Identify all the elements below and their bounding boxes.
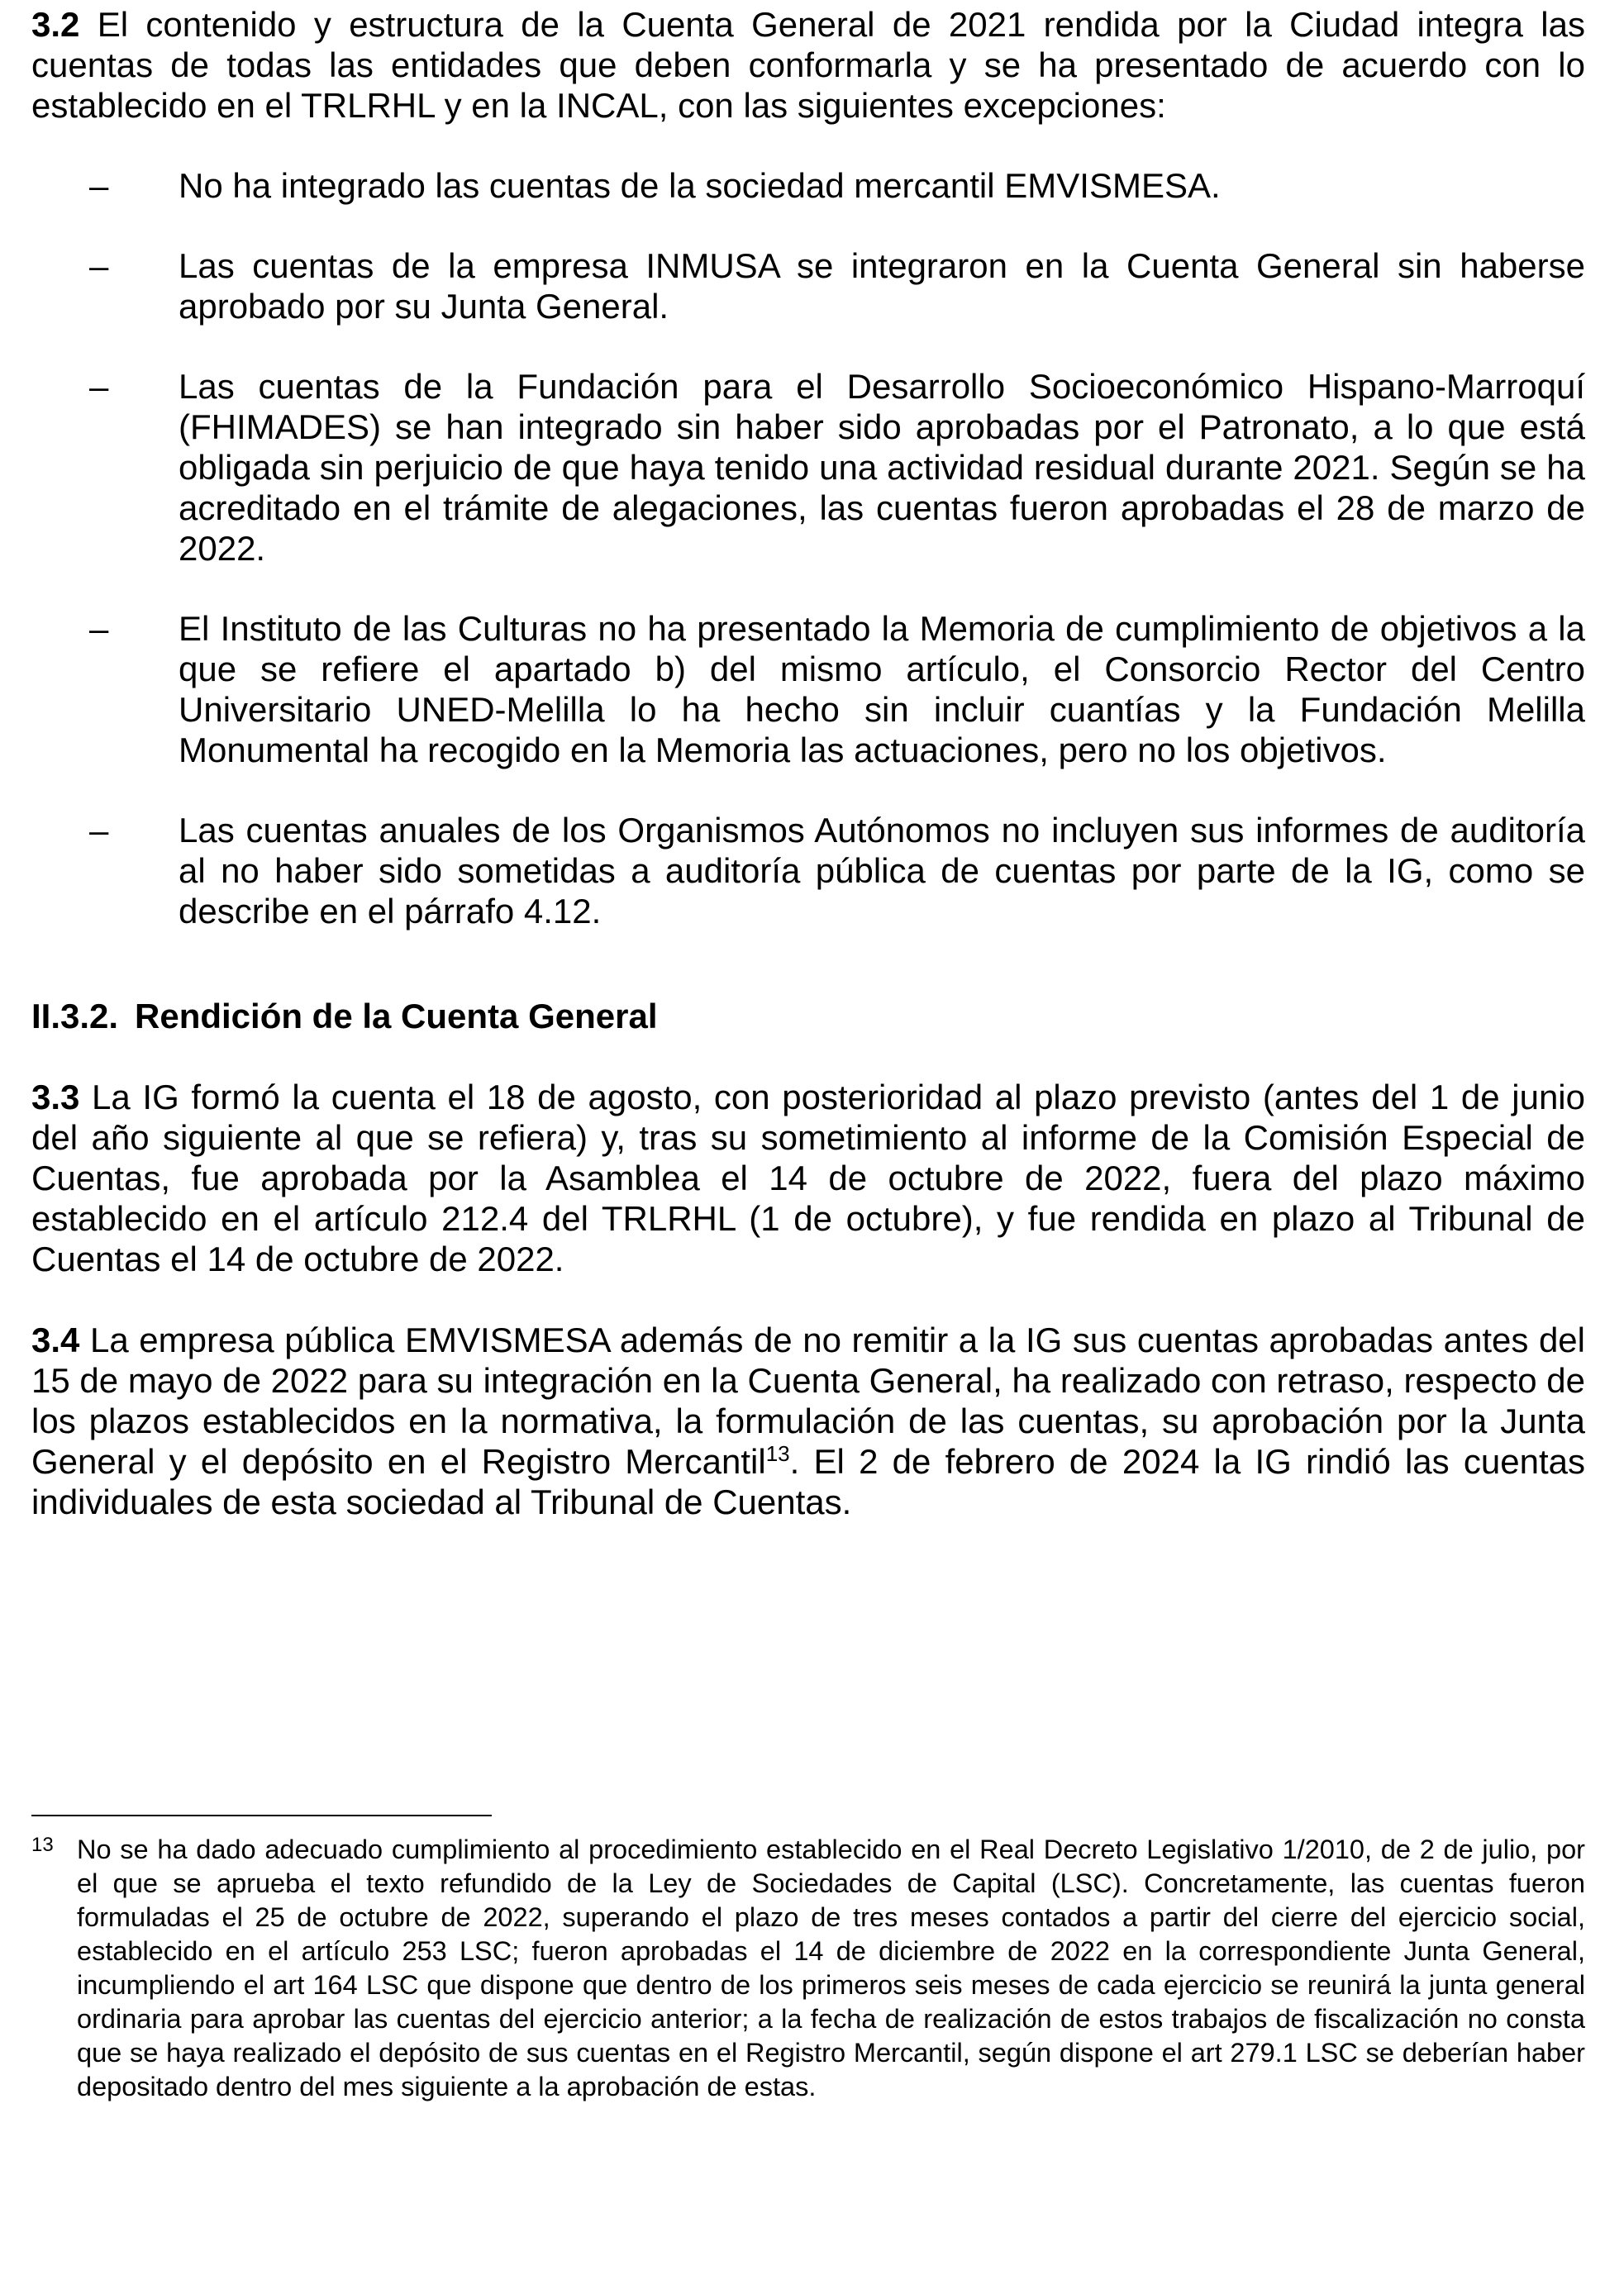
list-item [89, 245, 1585, 326]
dash-bullet: – [89, 367, 109, 406]
list-item [89, 608, 1585, 770]
list-item [89, 810, 1585, 931]
dash-bullet: – [89, 609, 109, 648]
list-item [89, 165, 1585, 206]
list-item-text: Las cuentas anuales de los Organismos Autónomos no incluyen sus informes de auditoría al no haber sido sometidas a auditoría pública de cuentas por parte de la IG, como se describe en el párrafo 4.12. [179, 811, 1585, 930]
footnote [31, 1833, 1585, 2104]
list-item [89, 366, 1585, 569]
paragraph-text: La empresa pública EMVISMESA además de no remitir a la IG sus cuentas aprobadas antes del 15 de mayo de 2022 para su integración en la Cuenta General, ha realizado con retraso, respecto de los plazos establecidos en la normativa, la formulación de las cuentas, su aprobación por la Junta General y el depósito en el Registro Mercantil [31, 1321, 1585, 1481]
list-item-text: Las cuentas de la empresa INMUSA se integraron en la Cuenta General sin haberse aprobado por su Junta General. [179, 246, 1585, 326]
list-item-text: Las cuentas de la Fundación para el Desarrollo Socioeconómico Hispano-Marroquí (FHIMADES) se han integrado sin haber sido aprobadas por el Patronato, a lo que está obligada sin perjuicio de que haya tenido una actividad residual durante 2021. Según se ha acreditado en el trámite de alegaciones, las cuentas fueron aprobadas el 28 de marzo de 2022. [179, 367, 1585, 568]
dash-bullet: – [89, 246, 109, 285]
dash-bullet: – [89, 811, 109, 850]
paragraph-text: El contenido y estructura de la Cuenta General de 2021 rendida por la Ciudad integra las cuentas de todas las entidades que deben conformarla y se ha presentado de acuerdo con lo establecido en el TRLRHL y en la INCAL, con las siguientes excepciones: [31, 5, 1585, 125]
footnote-divider [31, 1815, 492, 1816]
dash-bullet: – [89, 166, 109, 205]
list-item-text: No ha integrado las cuentas de la sociedad mercantil EMVISMESA. [179, 166, 1221, 205]
paragraph-text: La IG formó la cuenta el 18 de agosto, con posterioridad al plazo previsto (antes del 1 de junio del año siguiente al que se refiera) y, tras su sometimiento al informe de la Comisión Especial de Cuentas, fue aprobada por la Asamblea el 14 de octubre de 2022, fuera del plazo máximo establecido en el artículo 212.4 del TRLRHL (1 de octubre), y fue rendida en plazo al Tribunal de Cuentas el 14 de octubre de 2022. [31, 1078, 1585, 1278]
paragraph-number: 3.2 [31, 5, 80, 44]
footnote-mark: 13 [31, 1834, 54, 1856]
footnote-text: No se ha dado adecuado cumplimiento al procedimiento establecido en el Real Decreto Legislativo 1/2010, de 2 de julio, por el que se aprueba el texto refundido de la Ley de Sociedades de Capital (LSC). Concretamente, las cuentas fueron formuladas el 25 de octubre de 2022, superando el plazo de tres meses contados a partir del cierre del ejercicio social, establecido en el artículo 253 LSC; fueron aprobadas el 14 de diciembre de 2022 en la correspondiente Junta General, incumpliendo el art 164 LSC que dispone que dentro de los primeros seis meses de cada ejercicio se reunirá la junta general ordinaria para aprobar las cuentas del ejercicio anterior; a la fecha de realización de estos trabajos de fiscalización no consta que se haya realizado el depósito de sus cuentas en el Registro Mercantil, según dispone el art 279.1 LSC se deberían haber depositado dentro del mes siguiente a la aprobación de estas. [77, 1835, 1585, 2101]
section-heading [31, 996, 657, 1036]
paragraph-number: 3.4 [31, 1321, 80, 1359]
exceptions-list [89, 165, 1585, 971]
list-item-text: El Instituto de las Culturas no ha presentado la Memoria de cumplimiento de objetivos a la que se refiere el apartado b) del mismo artículo, el Consorcio Rector del Centro Universitario UNED-Melilla lo ha hecho sin incluir cuantías y la Fundación Melilla Monumental ha recogido en la Memoria las actuaciones, pero no los objetivos. [179, 609, 1585, 769]
paragraph-3-2 [31, 4, 1585, 126]
section-title: Rendición de la Cuenta General [135, 997, 658, 1035]
paragraph-3-4 [31, 1320, 1585, 1522]
footnote-reference[interactable]: 13 [765, 1441, 790, 1466]
section-number: II.3.2. [31, 997, 119, 1035]
paragraph-3-3 [31, 1077, 1585, 1279]
paragraph-text-continued: . El 2 de febrero de 2024 la IG rindió las cuentas individuales de esta sociedad al Tribunal de Cuentas. [31, 1442, 1585, 1521]
paragraph-number: 3.3 [31, 1078, 80, 1116]
